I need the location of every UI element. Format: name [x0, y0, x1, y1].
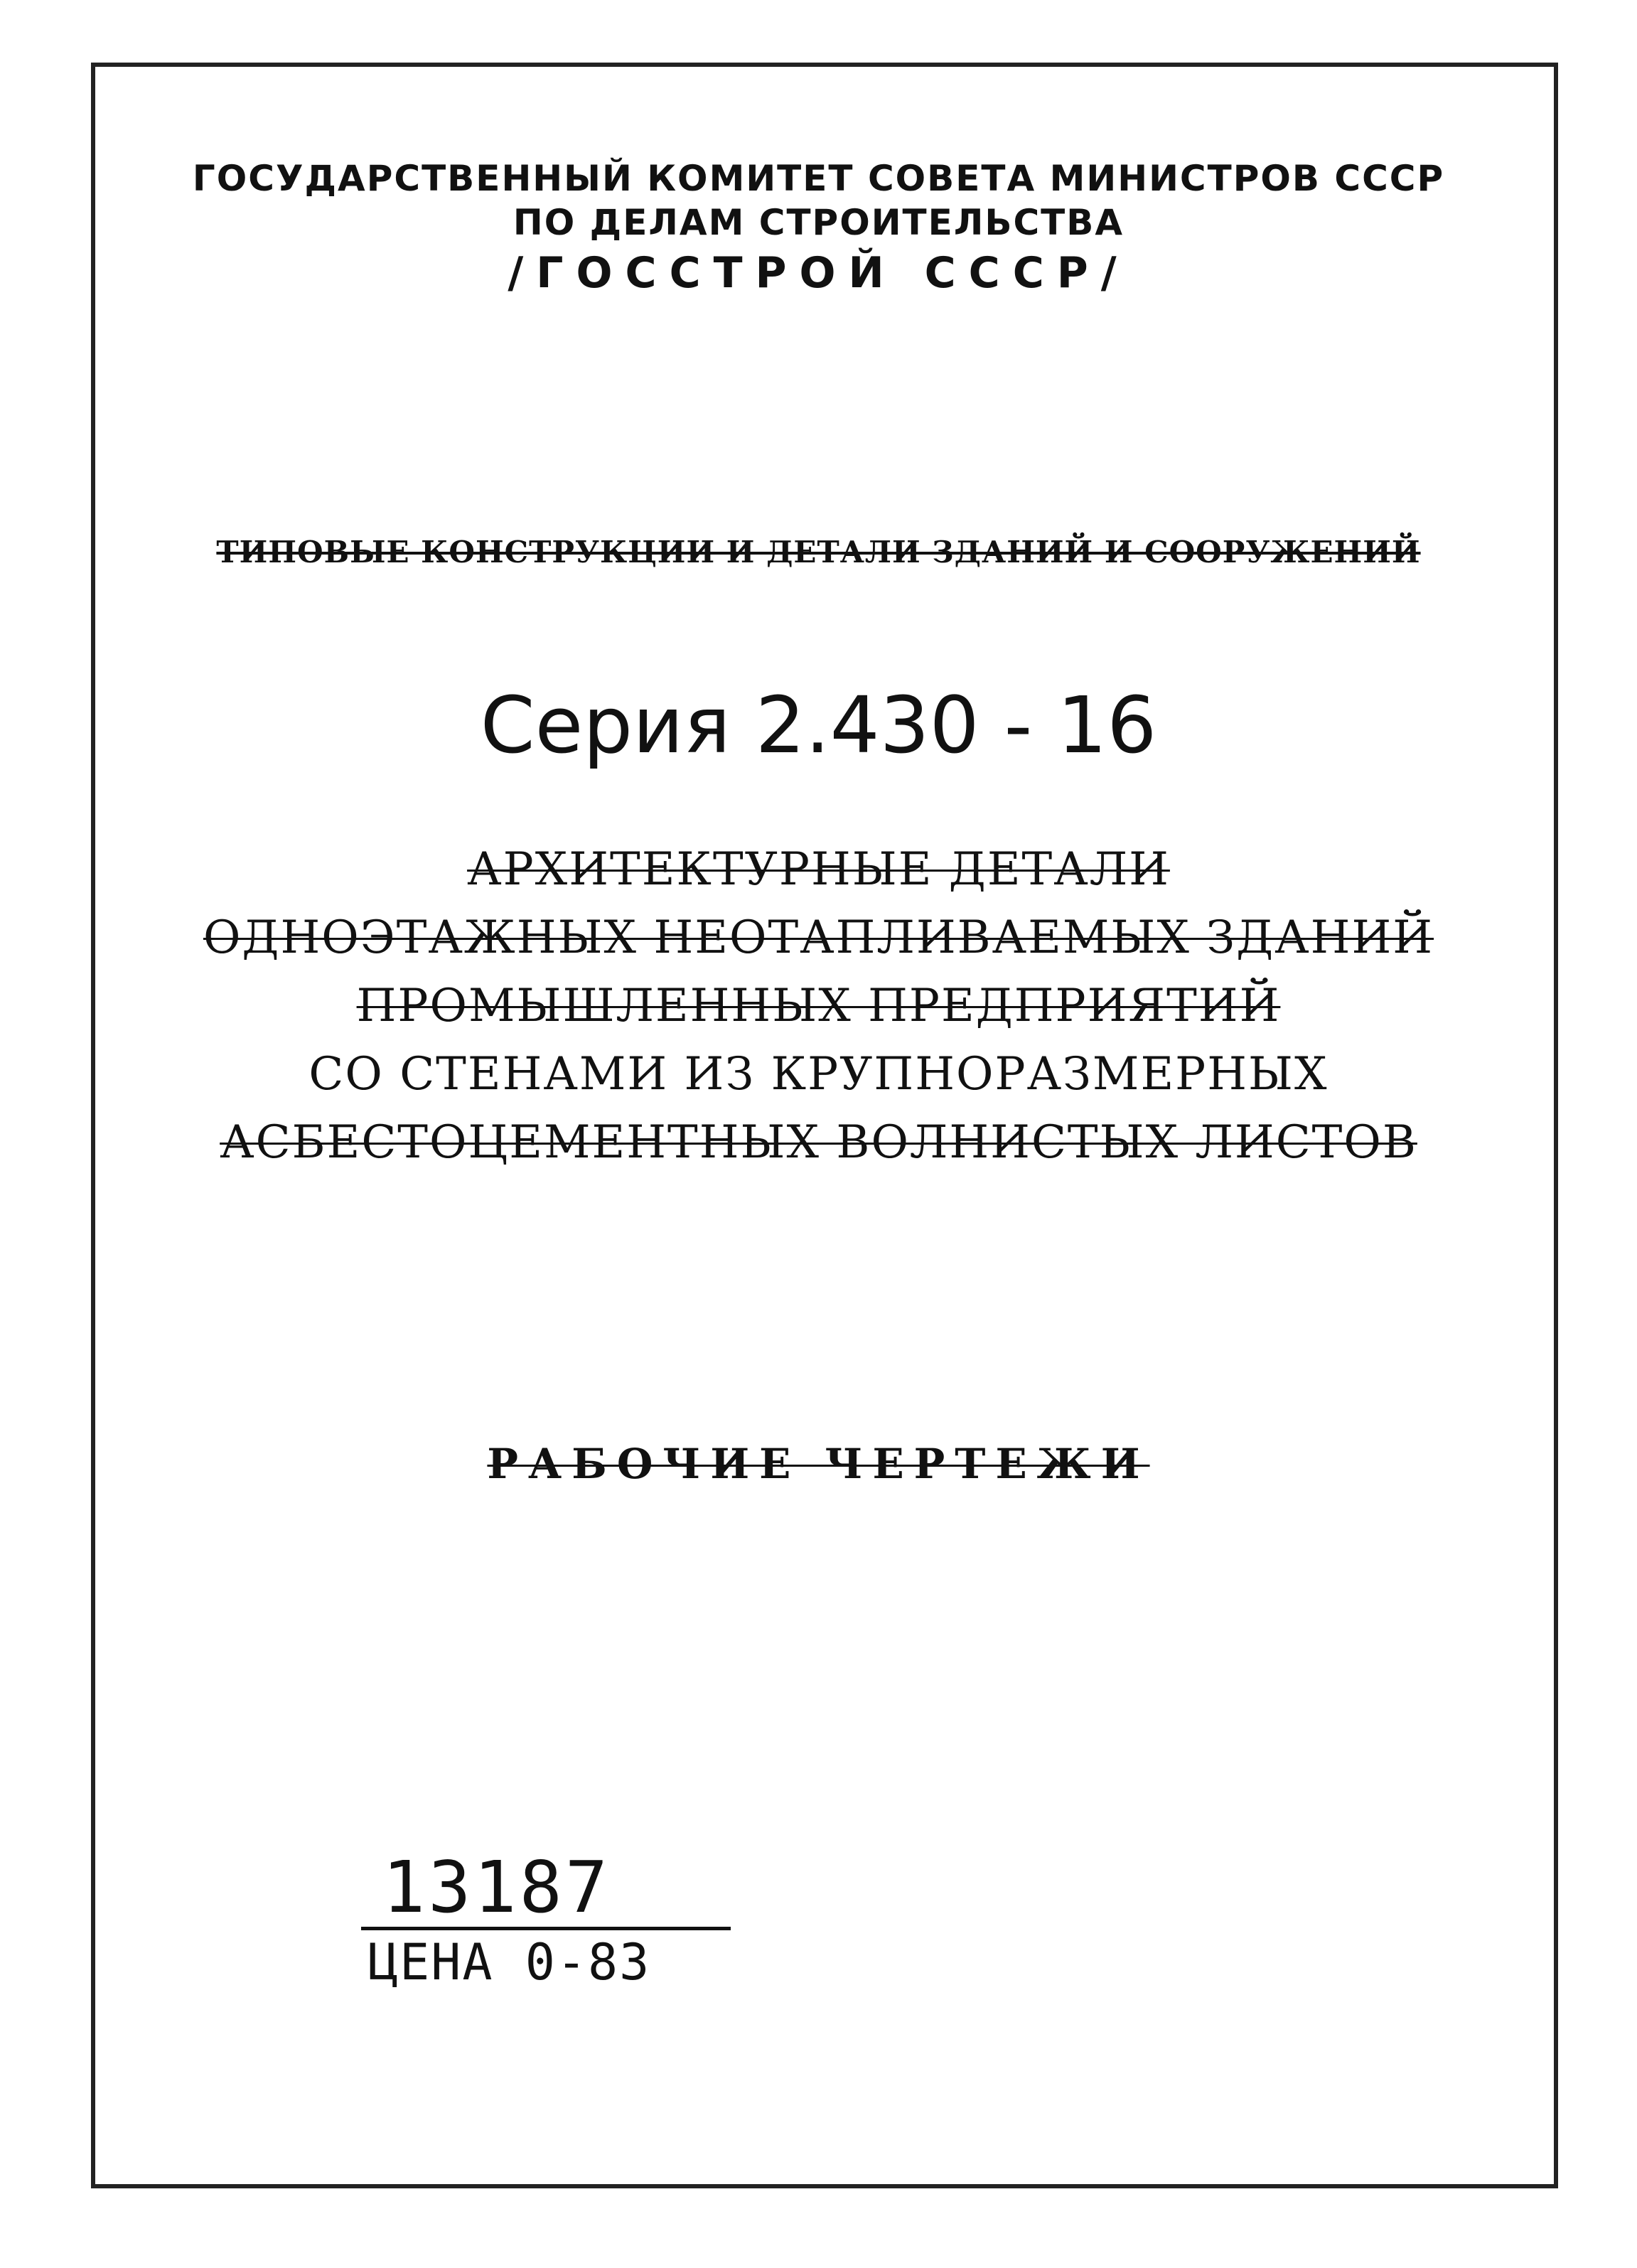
document-type-text: РАБОЧИЕ ЧЕРТЕЖИ: [487, 1440, 1150, 1488]
series-heading: [0, 675, 1637, 775]
price-label: ЦЕНА 0-83: [368, 1933, 651, 1991]
category-heading: [0, 535, 1637, 569]
price-block: [361, 1846, 731, 1994]
title-line-3: ПРОМЫШЛЕННЫХ ПРЕДПРИЯТИЙ: [356, 980, 1281, 1032]
issuing-authority: [0, 156, 1637, 301]
authority-abbreviation: /ГОССТРОЙ СССР/: [508, 248, 1129, 298]
category-text: ТИПОВЫЕ КОНСТРУКЦИИ И ДЕТАЛИ ЗДАНИЙ И СООРУЖЕНИЙ: [216, 535, 1421, 569]
title-line-4: СО СТЕНАМИ ИЗ КРУПНОРАЗМЕРНЫХ: [308, 1048, 1329, 1101]
document-title: [0, 835, 1637, 1177]
authority-line-1: ГОСУДАРСТВЕННЫЙ КОМИТЕТ СОВЕТА МИНИСТРОВ СССР: [192, 158, 1445, 199]
title-line-5: АСБЕСТОЦЕМЕНТНЫХ ВОЛНИСТЫХ ЛИСТОВ: [220, 1116, 1417, 1169]
document-type: [0, 1440, 1637, 1488]
title-line-1: АРХИТЕКТУРНЫЕ ДЕТАЛИ: [467, 843, 1170, 896]
authority-line-2: ПО ДЕЛАМ СТРОИТЕЛЬСТВА: [512, 202, 1125, 243]
series-number: Серия 2.430 - 16: [480, 680, 1157, 771]
title-line-2: ОДНОЭТАЖНЫХ НЕОТАПЛИВАЕМЫХ ЗДАНИЙ: [203, 911, 1434, 964]
catalog-number: 13187: [361, 1849, 731, 1930]
